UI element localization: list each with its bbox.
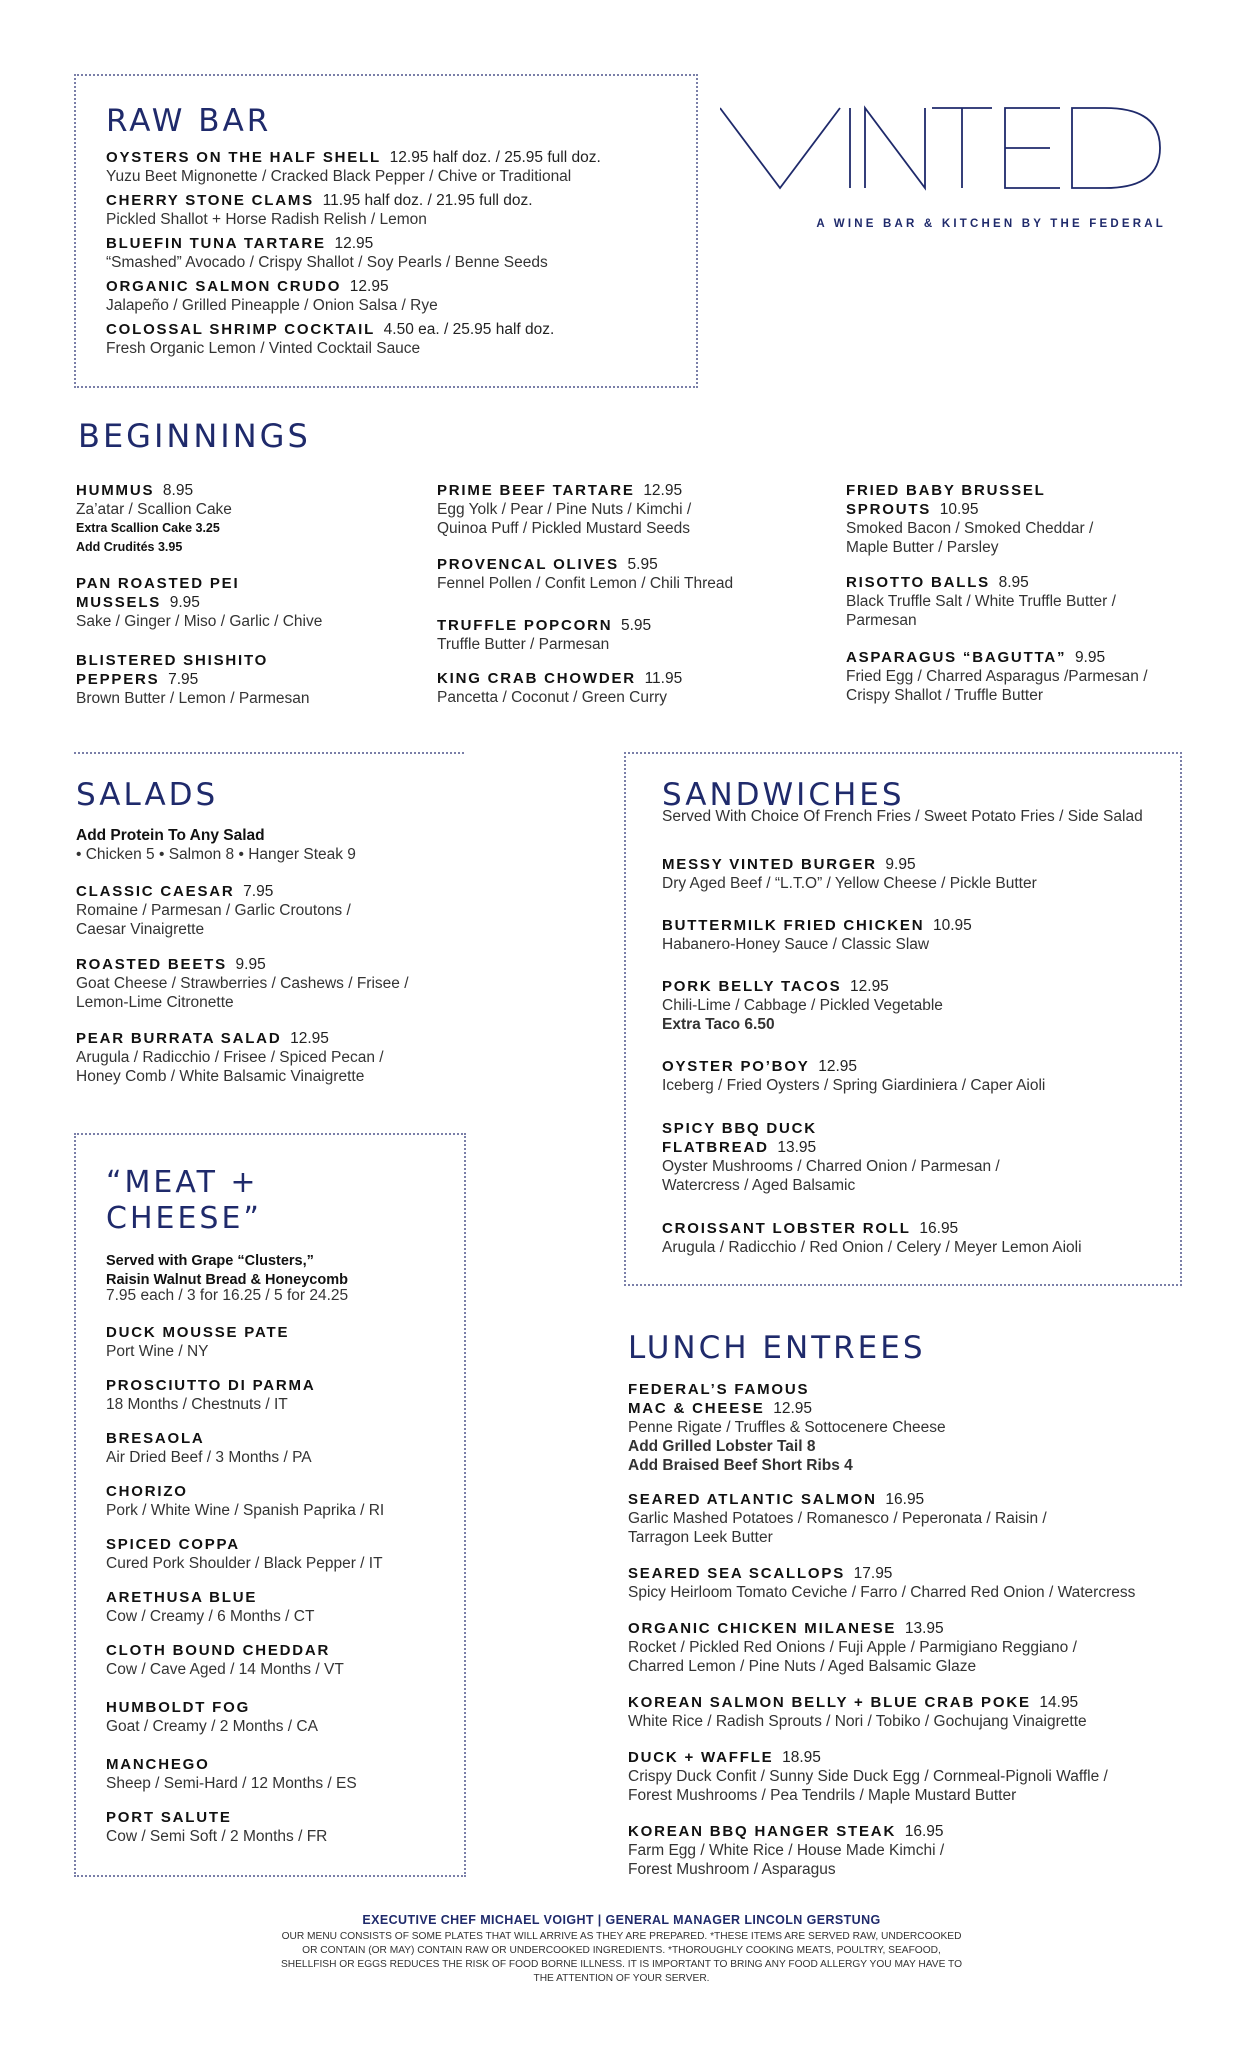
item-price: 18.95 — [782, 1749, 821, 1766]
item-desc: Yuzu Beet Mignonette / Cracked Black Pepper / Chive or Traditional — [106, 168, 572, 185]
menu-item — [106, 1808, 327, 1846]
item-price: 8.95 — [162, 482, 194, 499]
menu-item — [437, 669, 682, 707]
brand-tagline: A WINE BAR & KITCHEN BY THE FEDERAL — [816, 218, 1166, 230]
item-desc: Pork / White Wine / Spanish Paprika / RI — [106, 1502, 385, 1519]
item-price: 11.95 — [644, 670, 683, 687]
item-desc: Cured Pork Shoulder / Black Pepper / IT — [106, 1555, 383, 1572]
item-name: PEAR BURRATA SALAD — [76, 1030, 282, 1047]
menu-item — [437, 481, 691, 538]
item-price: 12.95 — [643, 482, 683, 499]
item-desc: Penne Rigate / Truffles & Sottocenere Cheese — [628, 1419, 946, 1436]
item-desc: Arugula / Radicchio / Red Onion / Celery / Meyer Lemon Aioli — [662, 1239, 1082, 1256]
item-desc: Crispy Duck Confit / Sunny Side Duck Egg / Cornmeal-Pignoli Waffle / — [628, 1768, 1108, 1785]
item-name: SPICED COPPA — [106, 1536, 240, 1553]
item-desc: Port Wine / NY — [106, 1343, 209, 1360]
item-desc: Cow / Semi Soft / 2 Months / FR — [106, 1828, 328, 1845]
menu-item — [628, 1490, 1047, 1547]
protein-options: • Chicken 5 • Salmon 8 • Hanger Steak 9 — [76, 846, 356, 863]
item-price: 13.95 — [777, 1139, 817, 1156]
menu-item — [106, 1429, 312, 1467]
item-price: 12.95 — [850, 978, 889, 995]
menu-item — [76, 574, 322, 631]
item-desc: Black Truffle Salt / White Truffle Butter / — [846, 593, 1116, 610]
menu-item — [106, 1323, 289, 1361]
item-name: HUMMUS — [76, 482, 155, 499]
item-price: 12.95 — [349, 278, 389, 295]
menu-item — [106, 1755, 357, 1793]
item-name: RISOTTO BALLS — [846, 574, 990, 591]
item-desc: “Smashed” Avocado / Crispy Shallot / Soy Pearls / Benne Seeds — [106, 254, 548, 271]
item-name: BUTTERMILK FRIED CHICKEN — [662, 917, 925, 934]
vinted-logo-mark — [720, 98, 1166, 198]
item-price: 9.95 — [885, 856, 916, 873]
item-desc-cont: Tarragon Leek Butter — [628, 1529, 773, 1546]
item-price: 13.95 — [904, 1620, 944, 1637]
item-desc-cont: Parmesan — [846, 612, 917, 629]
menu-item — [628, 1619, 1077, 1676]
item-name: PAN ROASTED PEI — [76, 575, 240, 592]
item-price: 5.95 — [620, 617, 652, 634]
menu-item — [106, 277, 438, 315]
item-desc: Cow / Creamy / 6 Months / CT — [106, 1608, 315, 1625]
sandwiches-title: SANDWICHES — [662, 777, 905, 813]
item-desc: Pancetta / Coconut / Green Curry — [437, 689, 668, 706]
item-desc-cont: Honey Comb / White Balsamic Vinaigrette — [76, 1068, 365, 1085]
menu-item — [846, 573, 1116, 630]
menu-item — [662, 855, 1037, 893]
item-price: 7.95 — [168, 671, 199, 688]
item-desc: Fried Egg / Charred Asparagus /Parmesan / — [846, 668, 1148, 685]
item-name: DUCK + WAFFLE — [628, 1749, 774, 1766]
item-name: HUMBOLDT FOG — [106, 1699, 251, 1716]
menu-item — [662, 1119, 1000, 1195]
lunch-entrees-title: LUNCH ENTREES — [628, 1330, 926, 1366]
menu-item — [106, 148, 601, 186]
menu-item — [76, 1029, 384, 1086]
item-desc: Rocket / Pickled Red Onions / Fuji Apple / Parmigiano Reggiano / — [628, 1639, 1077, 1656]
item-name: PRIME BEEF TARTARE — [437, 482, 635, 499]
item-desc: Sheep / Semi-Hard / 12 Months / ES — [106, 1775, 357, 1792]
item-desc: Air Dried Beef / 3 Months / PA — [106, 1449, 312, 1466]
item-price: 16.95 — [919, 1220, 959, 1237]
item-desc: Goat Cheese / Strawberries / Cashews / Frisee / — [76, 975, 409, 992]
item-extra: Add Grilled Lobster Tail 8 — [628, 1438, 816, 1455]
menu-item — [106, 1376, 315, 1414]
staff-credits: EXECUTIVE CHEF MICHAEL VOIGHT | GENERAL MANAGER LINCOLN GERSTUNG — [362, 1913, 881, 1927]
menu-item — [76, 955, 409, 1012]
item-desc: Brown Butter / Lemon / Parmesan — [76, 690, 310, 707]
item-extra: Extra Scallion Cake 3.25 — [76, 521, 220, 535]
item-price: 14.95 — [1039, 1694, 1079, 1711]
item-name: CLOTH BOUND CHEDDAR — [106, 1642, 331, 1659]
meat-cheese-title-line2: CHEESE” — [106, 1201, 262, 1236]
item-name: FEDERAL’S FAMOUS — [628, 1381, 810, 1398]
item-desc: Pickled Shallot + Horse Radish Relish / Lemon — [106, 211, 427, 228]
item-desc-cont: Watercress / Aged Balsamic — [662, 1177, 856, 1194]
salads-title: SALADS — [76, 777, 219, 813]
item-name: CHERRY STONE CLAMS — [106, 192, 314, 209]
item-price: 8.95 — [998, 574, 1029, 591]
item-desc-cont: Lemon-Lime Citronette — [76, 994, 234, 1011]
item-name: OYSTER PO’BOY — [662, 1058, 810, 1075]
item-name: PORT SALUTE — [106, 1809, 232, 1826]
menu-item — [106, 320, 554, 358]
menu-item — [437, 616, 651, 654]
meat-cheese-title — [106, 1165, 262, 1237]
menu-item — [106, 191, 533, 229]
item-name-cont: PEPPERS — [76, 671, 160, 688]
item-name: SEARED ATLANTIC SALMON — [628, 1491, 877, 1508]
item-price: 7.95 — [243, 883, 274, 900]
item-price: 17.95 — [853, 1565, 893, 1582]
item-name: CHORIZO — [106, 1483, 188, 1500]
item-name: TRUFFLE POPCORN — [437, 617, 613, 634]
meat-cheese-served — [106, 1252, 348, 1290]
menu-item — [106, 1698, 318, 1736]
item-name: PROVENCAL OLIVES — [437, 556, 619, 573]
menu-item — [662, 1219, 1082, 1257]
item-price: 16.95 — [885, 1491, 925, 1508]
item-desc-cont: Forest Mushroom / Asparagus — [628, 1861, 836, 1878]
item-name-cont: MUSSELS — [76, 594, 162, 611]
item-desc: Truffle Butter / Parmesan — [437, 636, 610, 653]
item-price: 12.95 — [334, 235, 374, 252]
menu-item — [437, 555, 733, 593]
menu-item — [106, 234, 548, 272]
item-name: BLUEFIN TUNA TARTARE — [106, 235, 326, 252]
menu-item — [662, 977, 943, 1034]
item-name: ORGANIC CHICKEN MILANESE — [628, 1620, 897, 1637]
item-name: ARETHUSA BLUE — [106, 1589, 258, 1606]
menu-item — [628, 1380, 946, 1475]
item-name: OYSTERS ON THE HALF SHELL — [106, 149, 382, 166]
item-price: 12.95 — [773, 1400, 813, 1417]
item-desc: Fresh Organic Lemon / Vinted Cocktail Sauce — [106, 340, 421, 357]
item-name: FRIED BABY BRUSSEL — [846, 482, 1046, 499]
item-desc: Cow / Cave Aged / 14 Months / VT — [106, 1661, 344, 1678]
item-name: PROSCIUTTO DI PARMA — [106, 1377, 316, 1394]
item-name: CROISSANT LOBSTER ROLL — [662, 1220, 911, 1237]
item-name: DUCK MOUSSE PATE — [106, 1324, 290, 1341]
item-price: 11.95 half doz. / 21.95 full doz. — [322, 192, 533, 209]
menu-item — [628, 1564, 1135, 1602]
item-desc: White Rice / Radish Sprouts / Nori / Tobiko / Gochujang Vinaigrette — [628, 1713, 1087, 1730]
salads-divider — [74, 752, 464, 754]
item-desc: Oyster Mushrooms / Charred Onion / Parmesan / — [662, 1158, 1000, 1175]
item-desc: Arugula / Radicchio / Frisee / Spiced Pecan / — [76, 1049, 384, 1066]
menu-item — [628, 1693, 1087, 1731]
menu-item — [662, 1057, 1045, 1095]
item-name-cont: MAC & CHEESE — [628, 1400, 765, 1417]
item-name: KOREAN BBQ HANGER STEAK — [628, 1823, 897, 1840]
item-name: ORGANIC SALMON CRUDO — [106, 278, 342, 295]
item-price: 12.95 half doz. / 25.95 full doz. — [389, 149, 601, 166]
item-price: 10.95 — [932, 917, 972, 934]
served-line2: Raisin Walnut Bread & Honeycomb — [106, 1272, 348, 1288]
menu-item — [846, 481, 1093, 557]
item-desc: Romaine / Parmesan / Garlic Croutons / — [76, 902, 351, 919]
item-name: SPICY BBQ DUCK — [662, 1120, 817, 1137]
raw-bar-title: RAW BAR — [106, 103, 272, 139]
menu-item — [76, 651, 309, 708]
item-desc: Za’atar / Scallion Cake — [76, 501, 232, 518]
menu-item — [106, 1641, 344, 1679]
menu-item — [662, 916, 972, 954]
item-desc-cont: Quinoa Puff / Pickled Mustard Seeds — [437, 520, 691, 537]
item-price: 12.95 — [818, 1058, 858, 1075]
item-desc: Chili-Lime / Cabbage / Pickled Vegetable — [662, 997, 943, 1014]
item-price: 9.95 — [1074, 649, 1106, 666]
item-desc: Jalapeño / Grilled Pineapple / Onion Salsa / Rye — [106, 297, 438, 314]
item-name: PORK BELLY TACOS — [662, 978, 842, 995]
item-extra: Add Braised Beef Short Ribs 4 — [628, 1457, 853, 1474]
meat-cheese-pricing: 7.95 each / 3 for 16.25 / 5 for 24.25 — [106, 1287, 349, 1304]
item-name: CLASSIC CAESAR — [76, 883, 235, 900]
item-desc: Iceberg / Fried Oysters / Spring Giardiniera / Caper Aioli — [662, 1077, 1046, 1094]
item-price: 9.95 — [235, 956, 266, 973]
item-desc: Habanero-Honey Sauce / Classic Slaw — [662, 936, 930, 953]
item-desc: Sake / Ginger / Miso / Garlic / Chive — [76, 613, 323, 630]
item-desc-cont: Caesar Vinaigrette — [76, 921, 205, 938]
item-desc: Dry Aged Beef / “L.T.O” / Yellow Cheese / Pickle Butter — [662, 875, 1037, 892]
item-name: BLISTERED SHISHITO — [76, 652, 269, 669]
item-desc: Smoked Bacon / Smoked Cheddar / — [846, 520, 1094, 537]
item-name-cont: SPROUTS — [846, 501, 932, 518]
item-name: MANCHEGO — [106, 1756, 210, 1773]
item-name: KING CRAB CHOWDER — [437, 670, 636, 687]
vinted-logo — [720, 98, 1166, 238]
protein-heading: Add Protein To Any Salad — [76, 827, 265, 844]
item-desc: Spicy Heirloom Tomato Ceviche / Farro / Charred Red Onion / Watercress — [628, 1584, 1136, 1601]
item-extra: Add Crudités 3.95 — [76, 540, 183, 554]
item-name: ROASTED BEETS — [76, 956, 227, 973]
menu-item — [76, 481, 232, 557]
item-price: 16.95 — [904, 1823, 944, 1840]
item-desc: Fennel Pollen / Confit Lemon / Chili Thread — [437, 575, 734, 592]
item-price: 5.95 — [627, 556, 658, 573]
menu-item — [106, 1535, 383, 1573]
item-price: 10.95 — [939, 501, 979, 518]
item-desc: Goat / Creamy / 2 Months / CA — [106, 1718, 318, 1735]
item-name-cont: FLATBREAD — [662, 1139, 769, 1156]
served-line1: Served with Grape “Clusters,” — [106, 1253, 314, 1269]
item-name: ASPARAGUS “BAGUTTA” — [846, 649, 1067, 666]
item-price: 9.95 — [169, 594, 200, 611]
item-price: 12.95 — [290, 1030, 329, 1047]
food-disclaimer: OUR MENU CONSISTS OF SOME PLATES THAT WILL ARRIVE AS THEY ARE PREPARED. *THESE ITEMS ARE SERVED RAW, UNDERCOOKED OR CONTAIN (OR MAY) CONTAIN RAW OR UNDERCOOKED INGREDIENTS. *THOROUGHLY COOKING MEATS, POULTRY, SEAFOOD, SHELLFISH OR EGGS REDUCES THE RISK OF FOOD BORNE ILLNESS. IT IS IMPORTANT TO BRING ANY FOOD ALLERGY YOU MAY HAVE TO THE ATTENTION OF YOUR SERVER. — [280, 1931, 963, 1984]
item-extra: Extra Taco 6.50 — [662, 1016, 775, 1033]
item-desc-cont: Maple Butter / Parsley — [846, 539, 999, 556]
item-desc: Egg Yolk / Pear / Pine Nuts / Kimchi / — [437, 501, 692, 518]
item-desc-cont: Forest Mushrooms / Pea Tendrils / Maple Mustard Butter — [628, 1787, 1017, 1804]
item-desc-cont: Crispy Shallot / Truffle Butter — [846, 687, 1043, 704]
menu-item — [106, 1482, 384, 1520]
item-name: BRESAOLA — [106, 1430, 205, 1447]
menu-item — [628, 1748, 1108, 1805]
menu-item — [106, 1588, 314, 1626]
item-desc-cont: Charred Lemon / Pine Nuts / Aged Balsamic Glaze — [628, 1658, 977, 1675]
meat-cheese-title-line1: “MEAT + — [106, 1165, 259, 1200]
item-name: KOREAN SALMON BELLY + BLUE CRAB POKE — [628, 1694, 1031, 1711]
menu-item — [76, 882, 351, 939]
item-price: 4.50 ea. / 25.95 half doz. — [383, 321, 555, 338]
item-name: SEARED SEA SCALLOPS — [628, 1565, 846, 1582]
item-desc: Garlic Mashed Potatoes / Romanesco / Peperonata / Raisin / — [628, 1510, 1047, 1527]
sandwiches-subtitle: Served With Choice Of French Fries / Sweet Potato Fries / Side Salad — [662, 808, 1143, 825]
item-name: COLOSSAL SHRIMP COCKTAIL — [106, 321, 376, 338]
item-name: MESSY VINTED BURGER — [662, 856, 877, 873]
footer — [280, 1913, 963, 1986]
item-desc: 18 Months / Chestnuts / IT — [106, 1396, 288, 1413]
menu-item — [846, 648, 1148, 705]
item-desc: Farm Egg / White Rice / House Made Kimchi / — [628, 1842, 945, 1859]
beginnings-title: BEGINNINGS — [78, 417, 311, 455]
menu-item — [628, 1822, 944, 1879]
